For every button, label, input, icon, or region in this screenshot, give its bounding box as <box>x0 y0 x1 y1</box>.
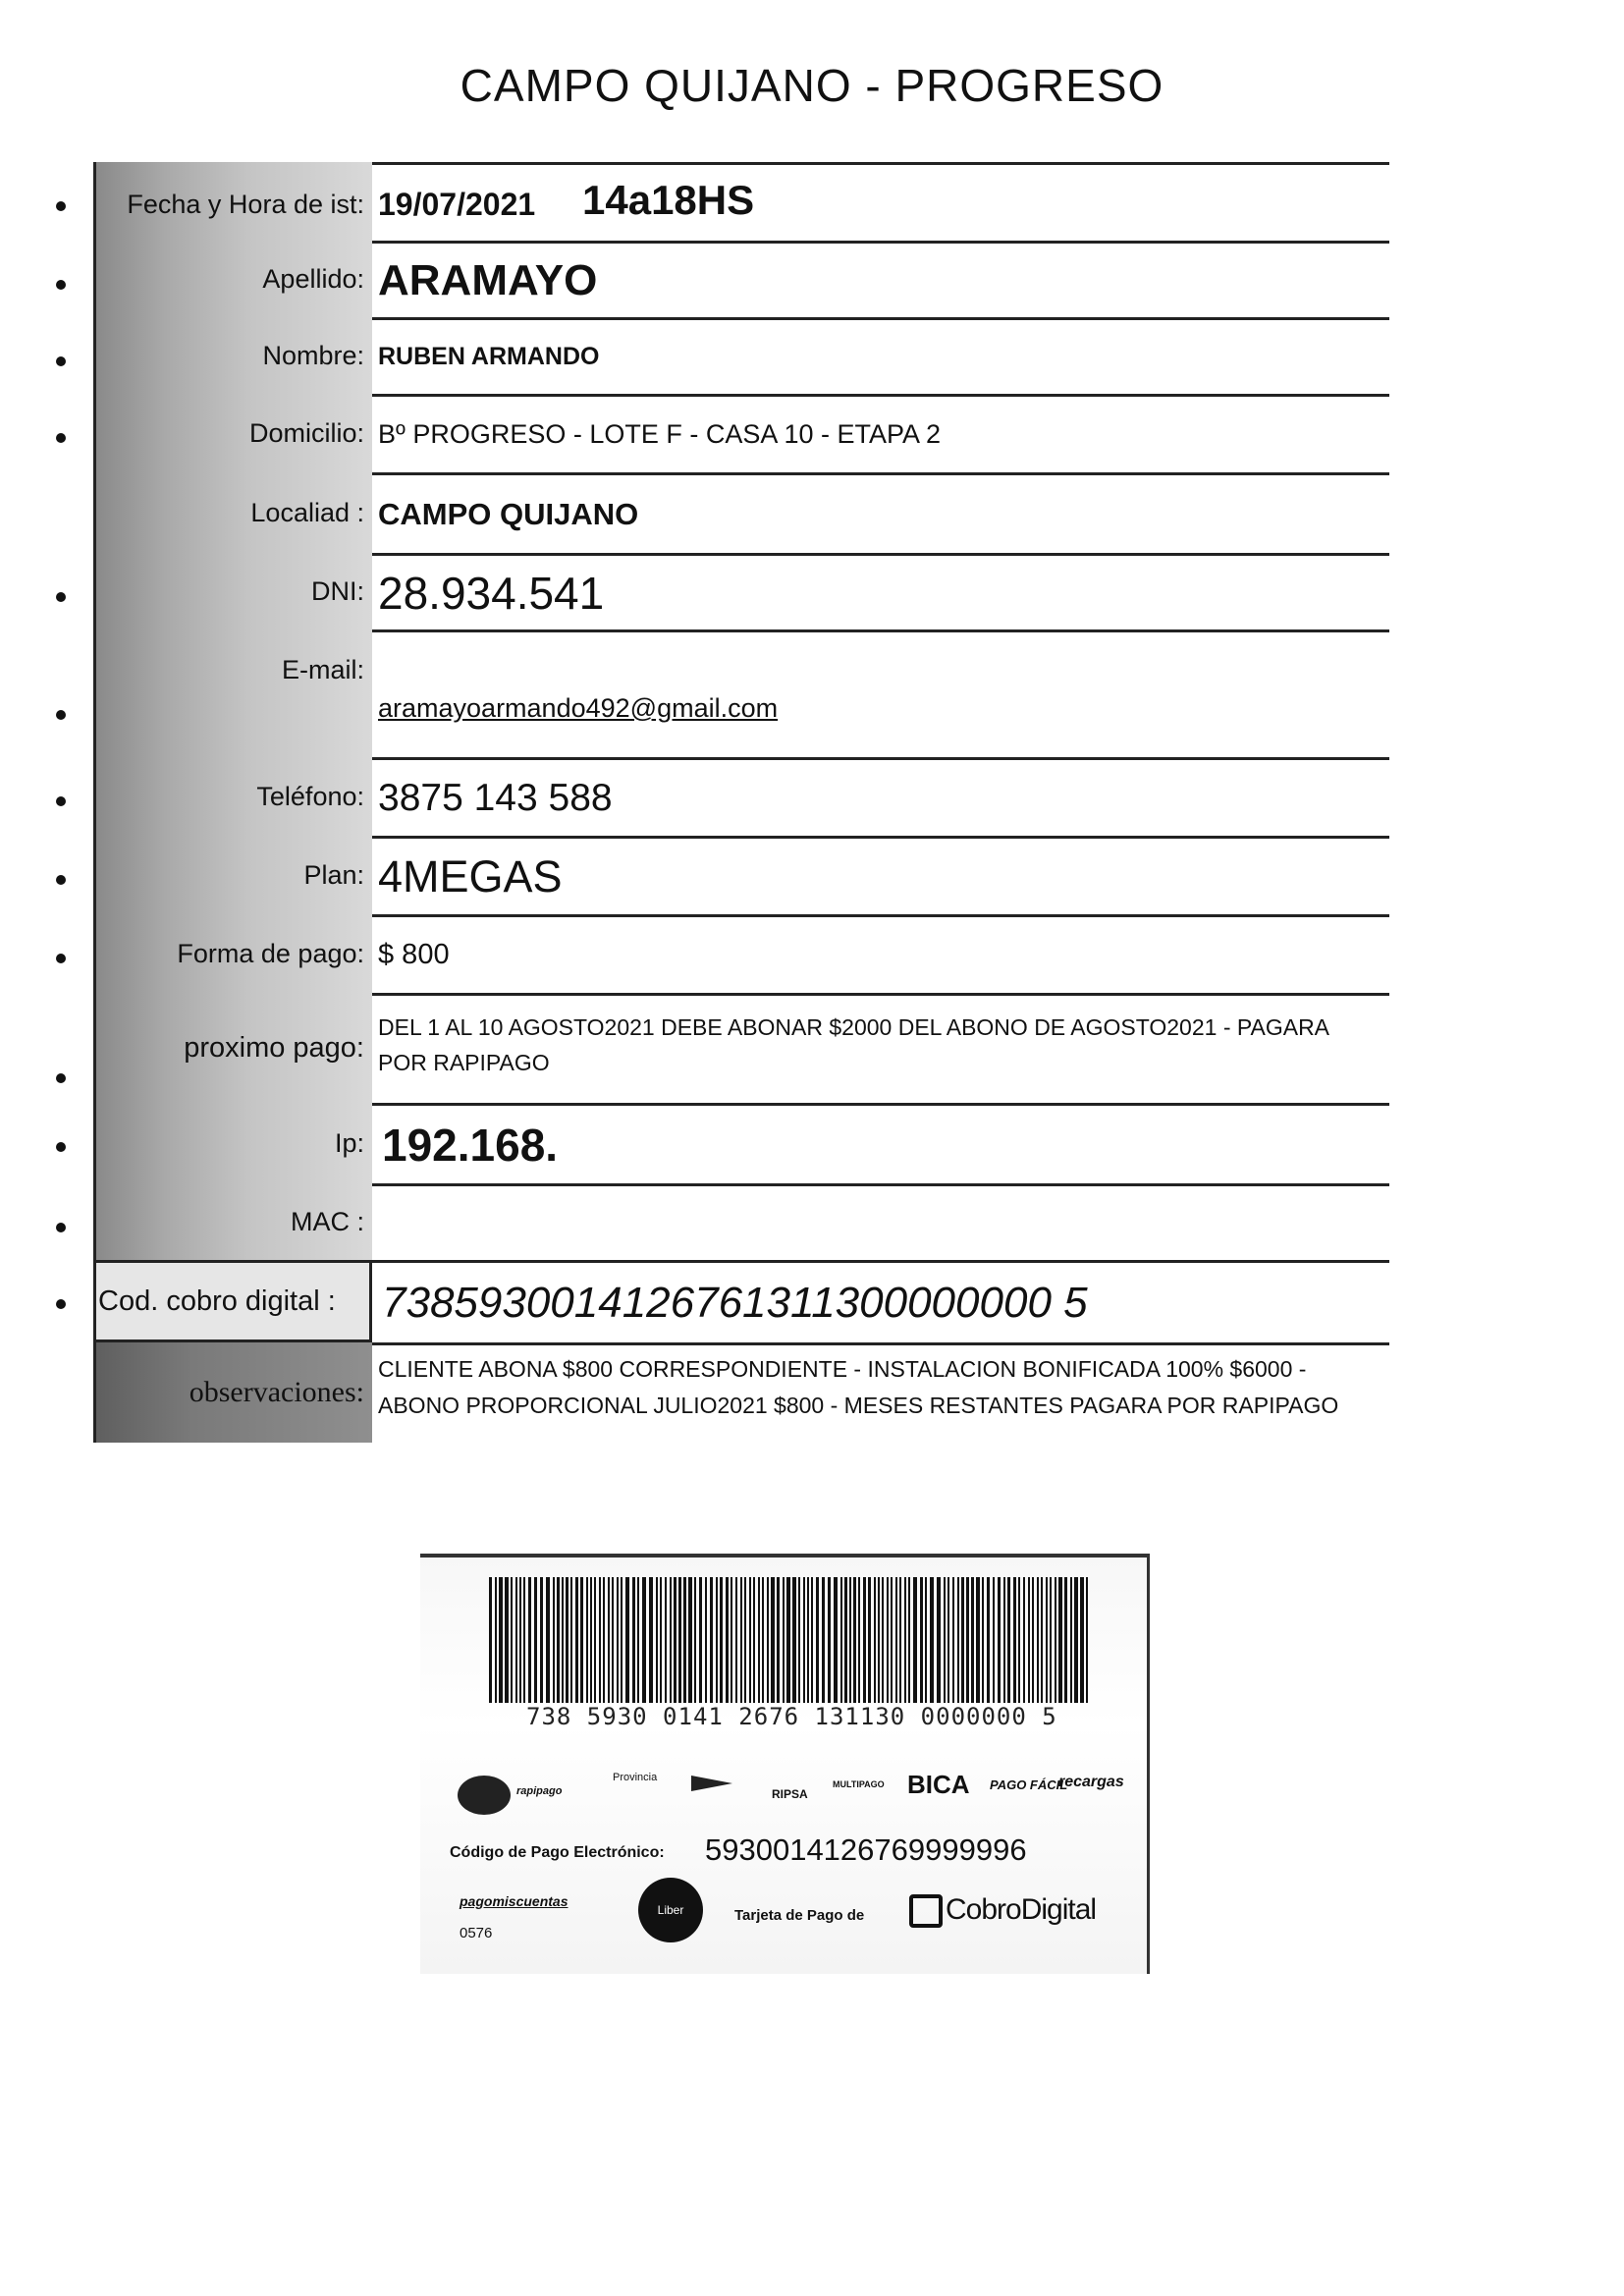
payment-logos <box>448 1766 1125 1825</box>
cobrodigital-logo: CobroDigital <box>946 1893 1097 1926</box>
barcode-bar <box>807 1577 809 1703</box>
arrow-logo-icon <box>691 1776 732 1791</box>
barcode-bar <box>899 1577 901 1703</box>
barcode-bar <box>863 1577 866 1703</box>
row-plan <box>93 836 1389 914</box>
row-mac <box>93 1183 1389 1260</box>
barcode-bar <box>849 1577 851 1703</box>
barcode-bar <box>515 1577 517 1703</box>
barcode-bar <box>895 1577 897 1703</box>
code-value: 5930014126769999996 <box>705 1832 1027 1867</box>
barcode-bar <box>1037 1577 1039 1703</box>
barcode-bar <box>617 1577 619 1703</box>
barcode-bar <box>1003 1577 1005 1703</box>
barcode-bar <box>570 1577 572 1703</box>
fecha-time: 14a18HS <box>582 177 755 223</box>
barcode-bar <box>834 1577 838 1703</box>
barcode-bar <box>987 1577 990 1703</box>
barcode-bar <box>792 1577 796 1703</box>
barcode-bar <box>523 1577 525 1703</box>
barcode-bar <box>771 1577 775 1703</box>
barcode-bar <box>904 1577 906 1703</box>
barcode-bar <box>599 1577 601 1703</box>
barcode-bar <box>621 1577 623 1703</box>
barcode-bar <box>816 1577 819 1703</box>
barcode-bar <box>844 1577 847 1703</box>
rapipago-logo: rapipago <box>516 1785 563 1797</box>
tarjeta-label: Tarjeta de Pago de <box>734 1907 865 1924</box>
barcode-bar <box>777 1577 780 1703</box>
barcode-bar <box>762 1577 764 1703</box>
barcode-bar <box>1064 1577 1067 1703</box>
barcode-bar <box>947 1577 949 1703</box>
email-label: E-mail: <box>93 629 372 757</box>
apellido-value: ARAMAYO <box>372 241 1389 317</box>
barcode-bar <box>625 1577 629 1703</box>
barcode-bar <box>744 1577 746 1703</box>
dni-label: DNI: <box>93 553 372 629</box>
mac-value <box>372 1183 1389 1260</box>
barcode <box>460 1577 1112 1703</box>
observaciones-value: CLIENTE ABONA $800 CORRESPONDIENTE - INSTALACION BONIFICADA 100% $6000 - ABONO PROPORCIONAL JULIO2021 $800 - MESES RESTANTES PAGARA POR RAPIPAGO <box>372 1342 1389 1443</box>
barcode-bar <box>783 1577 785 1703</box>
barcode-bar <box>632 1577 635 1703</box>
barcode-bar <box>735 1577 737 1703</box>
ip-label: Ip: <box>93 1103 372 1183</box>
bica-logo: BICA <box>907 1770 970 1799</box>
observaciones-label: observaciones: <box>93 1342 372 1443</box>
barcode-bar <box>562 1577 564 1703</box>
row-ip <box>93 1103 1389 1183</box>
barcode-bar <box>887 1577 889 1703</box>
barcode-bar <box>603 1577 605 1703</box>
client-form <box>93 162 1389 1443</box>
barcode-bar <box>786 1577 790 1703</box>
apellido-label: Apellido: <box>93 241 372 317</box>
domicilio-value: Bº PROGRESO - LOTE F - CASA 10 - ETAPA 2 <box>372 394 1389 472</box>
bullet <box>56 1142 66 1152</box>
fecha-label: Fecha y Hora de ist: <box>93 162 372 241</box>
code-label: Código de Pago Electrónico: <box>450 1844 665 1861</box>
barcode-bar <box>798 1577 800 1703</box>
bullet <box>56 592 66 602</box>
bullet <box>56 796 66 806</box>
barcode-bar <box>594 1577 596 1703</box>
barcode-bar <box>557 1577 560 1703</box>
barcode-bar <box>656 1577 658 1703</box>
barcode-bar <box>670 1577 672 1703</box>
barcode-bar <box>966 1577 969 1703</box>
barcode-bar <box>874 1577 876 1703</box>
barcode-bar <box>920 1577 923 1703</box>
fecha-value <box>372 162 1389 241</box>
barcode-bar <box>913 1577 917 1703</box>
forma-pago-value: $ 800 <box>372 914 1389 993</box>
barcode-bar <box>758 1577 760 1703</box>
barcode-bar <box>891 1577 893 1703</box>
barcode-bar <box>720 1577 723 1703</box>
cod-cobro-value: 7385930014126761311300000000 5 <box>372 1260 1389 1342</box>
telefono-value: 3875 143 588 <box>372 757 1389 836</box>
barcode-bar <box>908 1577 910 1703</box>
domicilio-label: Domicilio: <box>93 394 372 472</box>
telefono-label: Teléfono: <box>93 757 372 836</box>
barcode-bar <box>540 1577 543 1703</box>
barcode-bar <box>1028 1577 1030 1703</box>
card-small-number: 0576 <box>460 1925 493 1941</box>
barcode-bar <box>1080 1577 1084 1703</box>
ripsa-logo: RIPSA <box>772 1787 808 1801</box>
barcode-bar <box>489 1577 492 1703</box>
plan-label: Plan: <box>93 836 372 914</box>
plan-value: 4MEGAS <box>372 836 1389 914</box>
barcode-bar <box>694 1577 696 1703</box>
row-email <box>93 629 1389 757</box>
barcode-bar <box>580 1577 583 1703</box>
mac-label: MAC : <box>93 1183 372 1260</box>
barcode-bar <box>749 1577 751 1703</box>
cod-cobro-label: Cod. cobro digital : <box>93 1260 372 1342</box>
barcode-bar <box>925 1577 927 1703</box>
barcode-bar <box>930 1577 934 1703</box>
barcode-bar <box>1050 1577 1052 1703</box>
barcode-bar <box>519 1577 521 1703</box>
barcode-bar <box>878 1577 880 1703</box>
barcode-bar <box>858 1577 860 1703</box>
row-nombre <box>93 317 1389 394</box>
rapipago-logo-icon <box>458 1776 511 1815</box>
bullet <box>56 710 66 720</box>
bullet <box>56 1073 66 1083</box>
barcode-bar <box>642 1577 646 1703</box>
row-observaciones <box>93 1342 1389 1443</box>
barcode-bar <box>534 1577 537 1703</box>
barcode-bar <box>637 1577 639 1703</box>
barcode-bar <box>1007 1577 1010 1703</box>
barcode-bar <box>993 1577 995 1703</box>
localidad-label: Localiad : <box>93 472 372 553</box>
barcode-bar <box>803 1577 805 1703</box>
barcode-bar <box>1023 1577 1025 1703</box>
barcode-bar <box>840 1577 842 1703</box>
barcode-bar <box>1032 1577 1034 1703</box>
barcode-bar <box>1058 1577 1062 1703</box>
barcode-bar <box>499 1577 503 1703</box>
nombre-value: RUBEN ARMANDO <box>372 317 1389 394</box>
barcode-bar <box>952 1577 954 1703</box>
barcode-bar <box>726 1577 729 1703</box>
barcode-bar <box>961 1577 964 1703</box>
barcode-bar <box>976 1577 980 1703</box>
nombre-label: Nombre: <box>93 317 372 394</box>
barcode-bar <box>1086 1577 1088 1703</box>
bullet <box>56 201 66 211</box>
row-dni <box>93 553 1389 629</box>
barcode-bar <box>505 1577 509 1703</box>
barcode-bar <box>705 1577 707 1703</box>
row-cod-cobro <box>93 1260 1389 1342</box>
barcode-bar <box>612 1577 614 1703</box>
proximo-pago-value: DEL 1 AL 10 AGOSTO2021 DEBE ABONAR $2000 DEL ABONO DE AGOSTO2021 - PAGARA POR RAPIPAGO <box>372 993 1389 1103</box>
row-telefono <box>93 757 1389 836</box>
barcode-bar <box>853 1577 856 1703</box>
bullet <box>56 1223 66 1232</box>
barcode-bar <box>944 1577 946 1703</box>
barcode-bar <box>971 1577 974 1703</box>
barcode-bar <box>716 1577 718 1703</box>
bullet <box>56 433 66 443</box>
barcode-bar <box>528 1577 531 1703</box>
barcode-bar <box>649 1577 653 1703</box>
barcode-bar <box>731 1577 732 1703</box>
multipago-logo: MULTIPAGO <box>833 1779 885 1789</box>
barcode-bar <box>822 1577 825 1703</box>
bullet <box>56 875 66 885</box>
pagofacil-logo: PAGO FÁCIL <box>990 1777 1068 1792</box>
liber-logo: Liber <box>638 1878 703 1942</box>
page-title: CAMPO QUIJANO - PROGRESO <box>460 60 1164 111</box>
email-value <box>372 629 1389 757</box>
barcode-bar <box>1046 1577 1048 1703</box>
barcode-bar <box>495 1577 497 1703</box>
barcode-bar <box>546 1577 550 1703</box>
row-proximo-pago <box>93 993 1389 1103</box>
barcode-bar <box>674 1577 677 1703</box>
barcode-bar <box>753 1577 755 1703</box>
barcode-bar <box>982 1577 984 1703</box>
barcode-bar <box>608 1577 610 1703</box>
barcode-bar <box>937 1577 941 1703</box>
bullet <box>56 356 66 366</box>
barcode-bar <box>683 1577 686 1703</box>
barcode-bar <box>811 1577 813 1703</box>
proximo-pago-label: proximo pago: <box>93 993 372 1103</box>
barcode-bar <box>553 1577 555 1703</box>
email-link[interactable]: aramayoarmando492@gmail.com <box>378 693 779 723</box>
bullet <box>56 954 66 963</box>
barcode-bar <box>1013 1577 1016 1703</box>
barcode-bar <box>882 1577 884 1703</box>
localidad-value: CAMPO QUIJANO <box>372 472 1389 553</box>
forma-pago-label: Forma de pago: <box>93 914 372 993</box>
ip-value: 192.168. <box>372 1103 1389 1183</box>
barcode-bar <box>1055 1577 1056 1703</box>
pagomiscuentas-logo: pagomiscuentas <box>460 1893 568 1909</box>
barcode-bar <box>665 1577 667 1703</box>
barcode-bar <box>828 1577 831 1703</box>
barcode-bar <box>710 1577 713 1703</box>
barcode-bar <box>767 1577 769 1703</box>
barcode-bar <box>586 1577 588 1703</box>
barcode-number: 738 5930 0141 2676 131130 0000000 5 <box>526 1703 1057 1730</box>
barcode-bar <box>590 1577 592 1703</box>
barcode-bar <box>1018 1577 1020 1703</box>
provincia-logo: Provincia <box>613 1772 658 1783</box>
row-fecha <box>93 162 1389 241</box>
row-apellido <box>93 241 1389 317</box>
barcode-bar <box>1041 1577 1043 1703</box>
barcode-bar <box>957 1577 959 1703</box>
barcode-bar <box>660 1577 662 1703</box>
barcode-bar <box>998 1577 1001 1703</box>
barcode-bar <box>699 1577 702 1703</box>
barcode-bar <box>566 1577 568 1703</box>
cobrodigital-box-icon <box>909 1894 943 1928</box>
dni-value: 28.934.541 <box>372 553 1389 629</box>
fecha-date: 19/07/2021 <box>378 187 536 222</box>
barcode-bar <box>1074 1577 1078 1703</box>
barcode-bar <box>575 1577 578 1703</box>
recargas-logo: recargas <box>1058 1774 1124 1790</box>
barcode-bar <box>688 1577 692 1703</box>
row-localidad <box>93 472 1389 553</box>
bullet <box>56 280 66 290</box>
barcode-bar <box>740 1577 742 1703</box>
payment-card <box>420 1554 1150 1974</box>
barcode-bar <box>868 1577 871 1703</box>
barcode-bar <box>678 1577 681 1703</box>
bullet <box>56 1299 66 1309</box>
barcode-bar <box>511 1577 513 1703</box>
row-forma-pago <box>93 914 1389 993</box>
barcode-bar <box>1070 1577 1072 1703</box>
row-domicilio <box>93 394 1389 472</box>
